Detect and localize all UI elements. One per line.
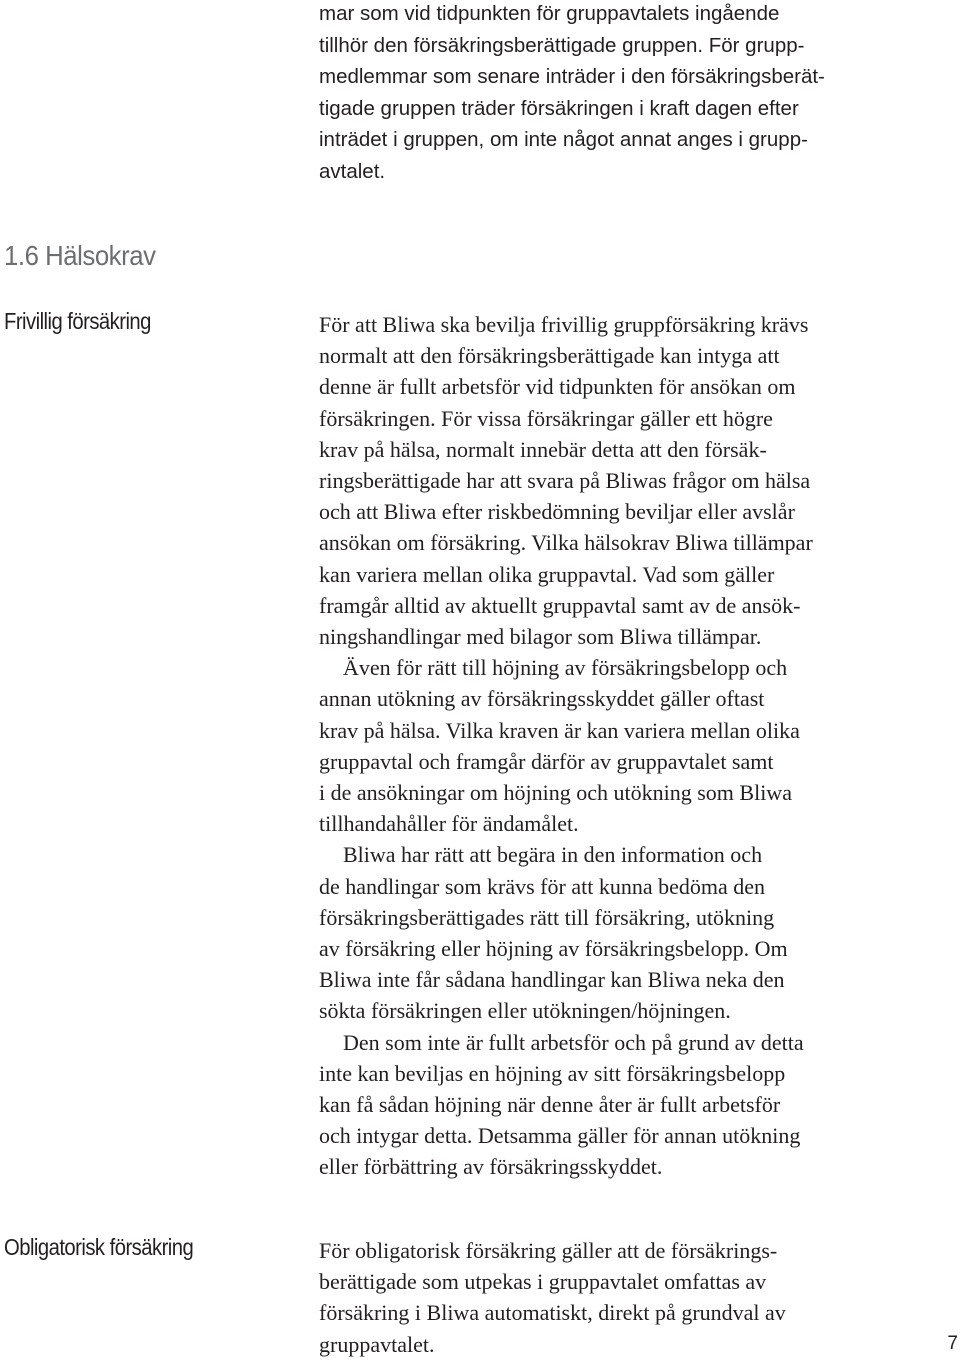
intro-line: inträdet i gruppen, om inte något annat anges i grupp- [319,128,808,152]
text-line: i de ansökningar om höjning och utökning som Bliwa [319,780,792,806]
paragraph [319,1027,813,1183]
intro-line: medlemmar som senare inträder i den försäkringsberät- [319,65,825,89]
intro-line: tigade gruppen träder försäkringen i kraft dagen efter [319,96,799,120]
text-line: ringsberättigade har att svara på Bliwas frågor om hälsa [319,468,811,494]
text-line: ansökan om försäkring. Vilka hälsokrav Bliwa tillämpar [319,530,813,556]
text-line: tillhandahåller för ändamålet. [319,811,579,837]
text-line: gruppavtal och framgår därför av gruppavtalet samt [319,748,774,774]
text-line: kan variera mellan olika gruppavtal. Vad som gäller [319,561,775,587]
text-line: denne är fullt arbetsför vid tidpunkten för ansökan om [319,374,796,400]
text-line: annan utökning av försäkringsskyddet gäller oftast [319,686,765,712]
text-line: sökta försäkringen eller utökningen/höjningen. [319,998,731,1024]
intro-line: mar som vid tidpunkten för gruppavtalets ingående [319,2,780,25]
page-number: 7 [947,1333,958,1354]
text-line: För obligatorisk försäkring gäller att de försäkrings- [319,1238,778,1263]
text-line: framgår alltid av aktuellt gruppavtal samt av de ansök- [319,592,801,618]
obligatorisk-forsakring-body [319,1235,786,1360]
text-line: och intygar detta. Detsamma gäller för annan utökning [319,1123,801,1149]
paragraph [319,652,813,839]
text-line: försäkringen. För vissa försäkringar gäller ett högre [319,405,773,431]
text-line: Bliwa inte får sådana handlingar kan Bliwa neka den [319,967,785,993]
text-line: försäkring i Bliwa automatiskt, direkt på grundval av [319,1300,786,1326]
frivillig-forsakring-body [319,309,813,1183]
text-line: För att Bliwa ska bevilja frivillig gruppförsäkring krävs [319,312,809,337]
text-line: Bliwa har rätt att begära in den information och [343,842,763,868]
paragraph [319,839,813,1026]
text-line: Även för rätt till höjning av försäkringsbelopp och [343,655,788,681]
text-line: försäkringsberättigades rätt till försäkring, utökning [319,904,775,930]
text-line: normalt att den försäkringsberättigade kan intyga att [319,343,780,369]
intro-line: avtalet. [319,159,386,183]
text-line: gruppavtalet. [319,1331,435,1357]
text-line: de handlingar som krävs för att kunna bedöma den [319,873,765,899]
text-line: Den som inte är fullt arbetsför och på grund av detta [343,1029,804,1055]
text-line: inte kan beviljas en höjning av sitt försäkringsbelopp [319,1060,786,1086]
text-line: och att Bliwa efter riskbedömning beviljar eller avslår [319,499,795,525]
intro-line: tillhör den försäkringsberättigade gruppen. För grupp- [319,33,805,57]
text-line: krav på hälsa. Vilka kraven är kan variera mellan olika [319,717,800,743]
paragraph [319,309,813,652]
obligatorisk-forsakring-label: Obligatorisk försäkring [4,1234,194,1260]
text-line: berättigade som utpekas i gruppavtalet omfattas av [319,1269,767,1295]
text-line: krav på hälsa, normalt innebär detta att den försäk- [319,436,767,462]
section-heading: 1.6 Hälsokrav [4,240,156,271]
frivillig-forsakring-label: Frivillig försäkring [4,308,151,334]
text-line: kan få sådan höjning när denne åter är fullt arbetsför [319,1092,781,1118]
intro-paragraph [319,0,825,188]
text-line: eller förbättring av försäkringsskyddet. [319,1154,663,1180]
text-line: av försäkring eller höjning av försäkringsbelopp. Om [319,936,788,962]
text-line: ningshandlingar med bilagor som Bliwa tillämpar. [319,624,762,650]
